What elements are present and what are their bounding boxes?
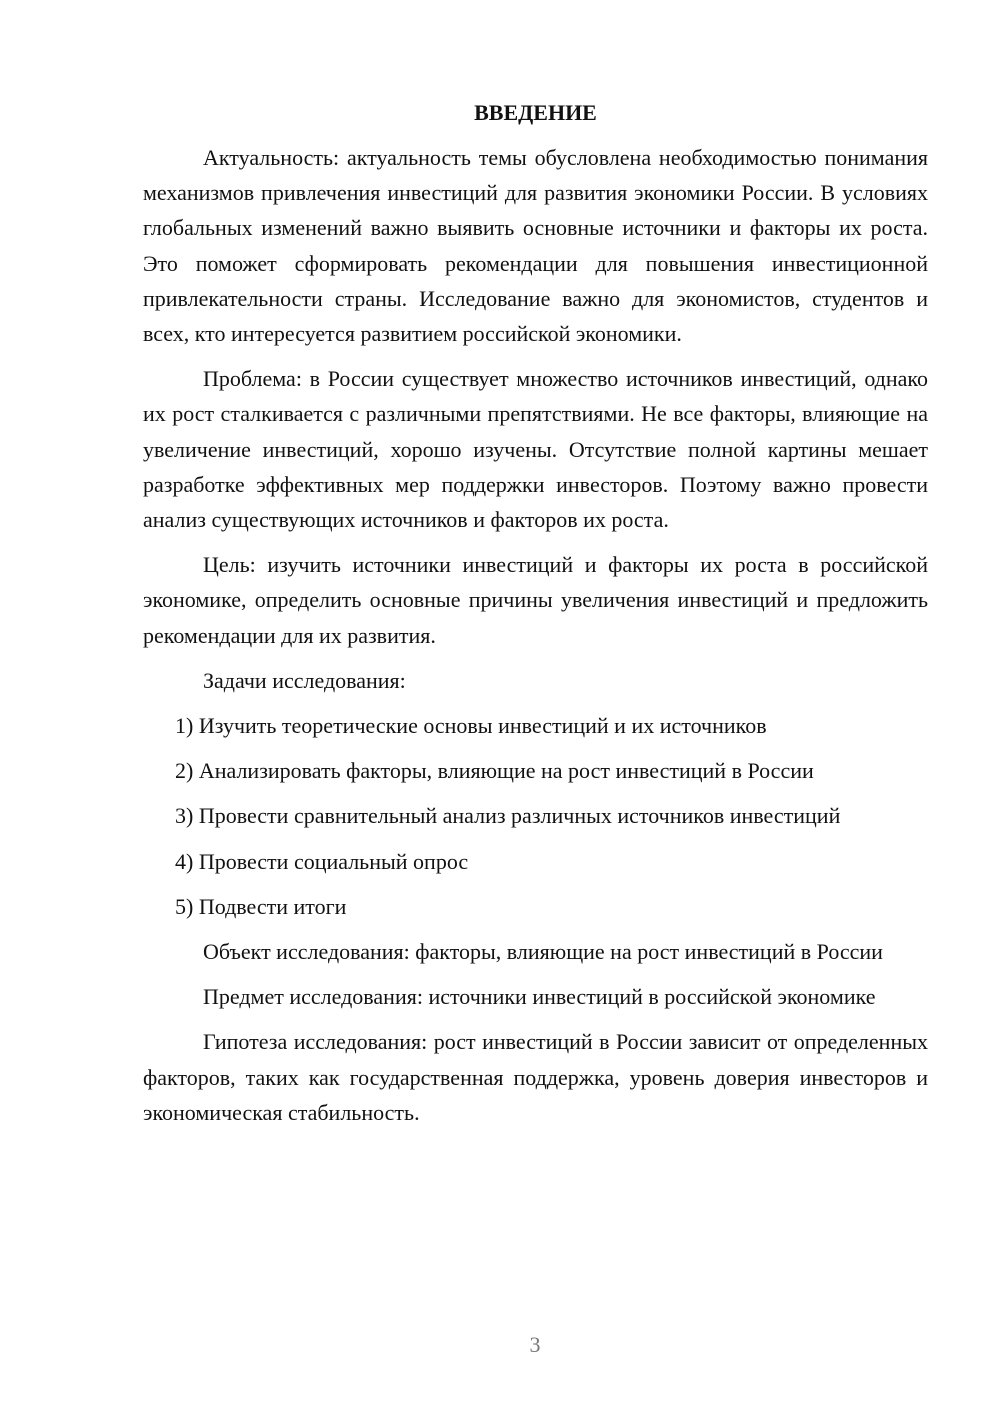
- task-item-3: 3) Провести сравнительный анализ различных источников инвестиций: [175, 803, 841, 829]
- object-paragraph: Объект исследования: факторы, влияющие на рост инвестиций в России: [203, 939, 883, 965]
- task-item-4: 4) Провести социальный опрос: [175, 848, 469, 874]
- task-item-1: 1) Изучить теоретические основы инвестиций и их источников: [175, 713, 767, 739]
- problem-paragraph: Проблема: в России существует множество источников инвестиций, однако их рост сталкивается с различными препятствиями. Не все факторы, влияющие на увеличение инвестиций, хорошо изучены. Отсутствие полной картины мешает разработке эффективных мер поддержки инвесторов. Поэтому важно провести анализ существующих источников и факторов их роста.: [143, 366, 928, 533]
- subject-paragraph: Предмет исследования: источники инвестиций в российской экономике: [203, 984, 876, 1010]
- task-item-2: 2) Анализировать факторы, влияющие на рост инвестиций в России: [175, 758, 814, 784]
- document-body: [143, 95, 928, 1140]
- hypothesis-paragraph: Гипотеза исследования: рост инвестиций в России зависит от определенных факторов, таких как государственная поддержка, уровень доверия инвесторов и экономическая стабильность.: [143, 1029, 928, 1125]
- task-item-5: 5) Подвести итоги: [175, 893, 347, 919]
- tasks-heading: Задачи исследования:: [203, 667, 406, 693]
- relevance-paragraph: Актуальность: актуальность темы обусловлена необходимостью понимания механизмов привлечения инвестиций для развития экономики России. В условиях глобальных изменений важно выявить основные источники и факторы их роста. Это поможет сформировать рекомендации для повышения инвестиционной привлекательности страны. Исследование важно для экономистов, студентов и всех, кто интересуется развитием российской экономики.: [143, 145, 928, 347]
- goal-paragraph: Цель: изучить источники инвестиций и факторы их роста в российской экономике, определить основные причины увеличения инвестиций и предложить рекомендации для их развития.: [143, 552, 928, 648]
- page-title: ВВЕДЕНИЕ: [474, 100, 597, 125]
- page-number: 3: [529, 1332, 541, 1357]
- tasks-list: [143, 708, 928, 924]
